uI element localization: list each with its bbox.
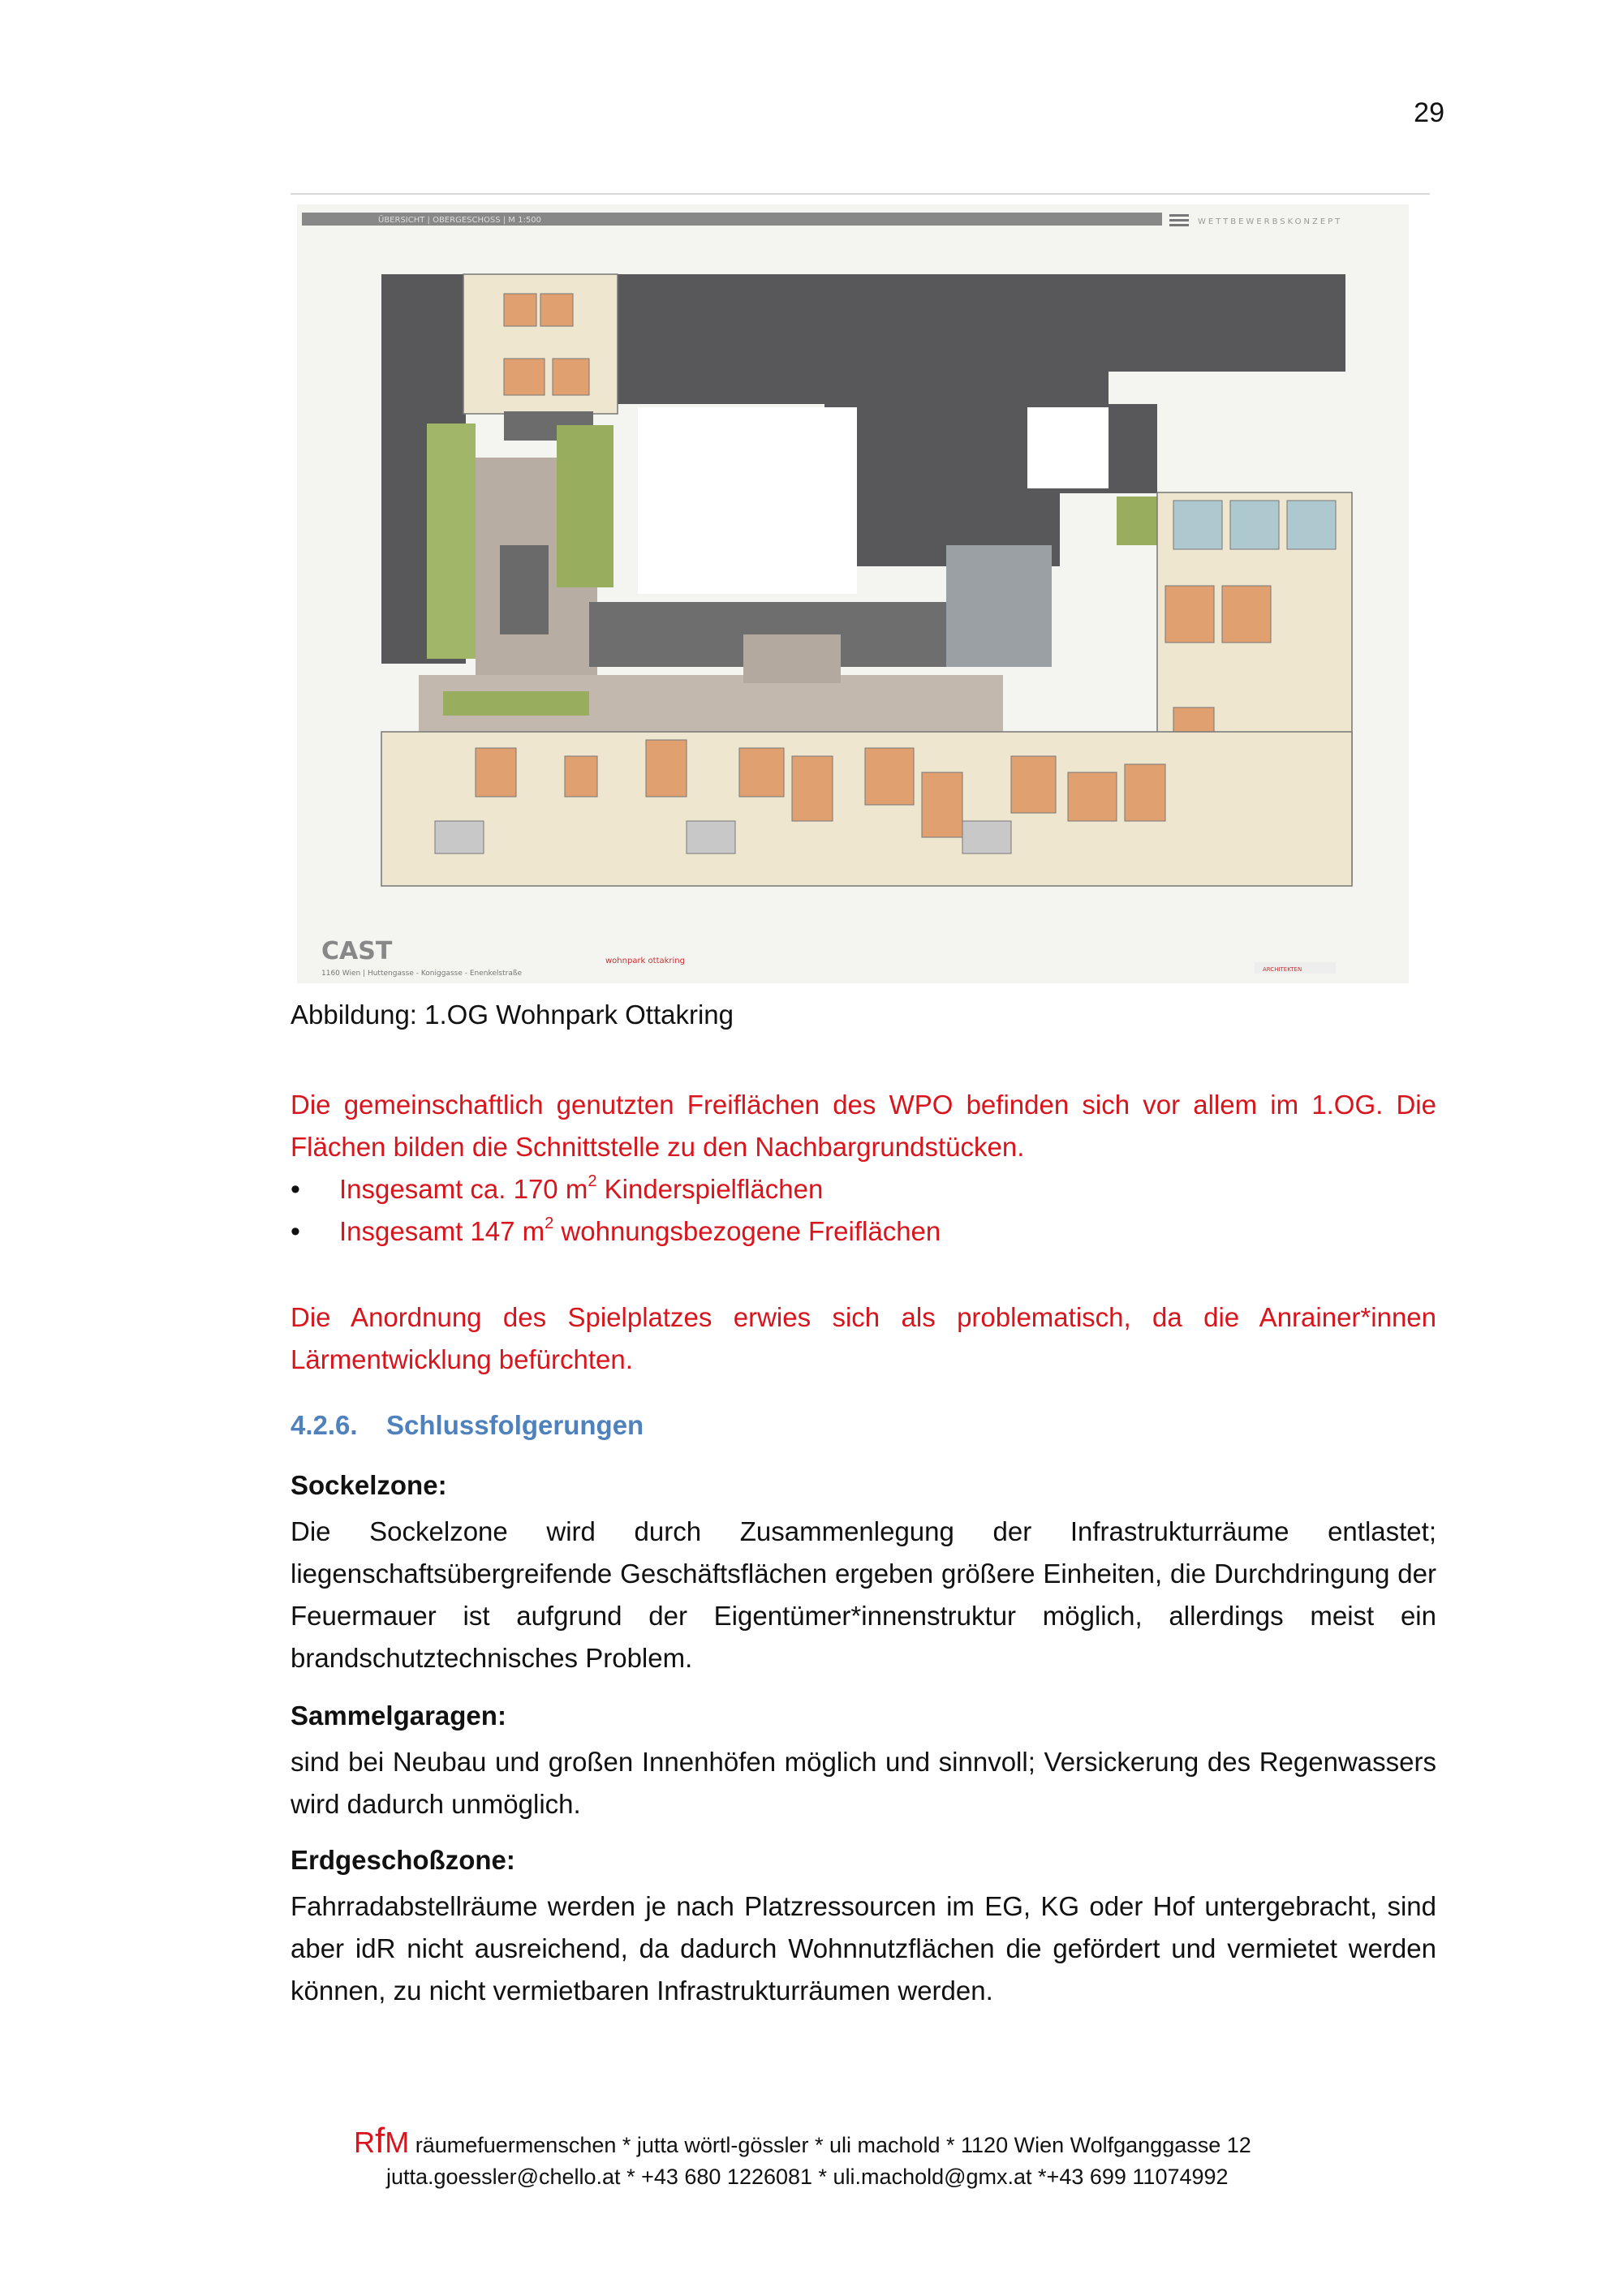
- footer-line-1: [354, 2121, 1251, 2161]
- green-area-1: [427, 424, 476, 659]
- erdgeschoss-title: Erdgeschoßzone:: [291, 1845, 515, 1875]
- section-heading: [291, 1410, 644, 1441]
- figure-logo-sub: 1160 Wien | Huttengasse - Koniggasse - Enenkelstraße: [321, 970, 523, 978]
- bullet-text: Insgesamt 147 m: [339, 1216, 545, 1246]
- bullet-text-suffix: wohnungsbezogene Freiflächen: [553, 1216, 941, 1246]
- bullet-dot: •: [291, 1216, 300, 1247]
- figure-corner-label: ARCHITEKTEN: [1263, 966, 1302, 973]
- sammelgaragen-title: Sammelgaragen:: [291, 1701, 506, 1731]
- section-number: 4.2.6.: [291, 1410, 358, 1440]
- bullet-dot: •: [291, 1174, 300, 1205]
- menu-icon: [1169, 214, 1189, 226]
- sockelzone-text: Die Sockelzone wird durch Zusammenlegung der Infrastrukturräume entlastet; liegenschaftsübergreifende Geschäftsflächen ergeben größere Einheiten, die Durchdringung der Feuermauer ist aufgrund der Eigentümer*innenstruktur möglich, allerdings meist ein brandschutztechnisches Problem.: [291, 1516, 1436, 1673]
- red-paragraph-2: Die Anordnung des Spielplatzes erwies sich als problematisch, da die Anrainer*innen Lärmentwicklung befürchten.: [291, 1302, 1436, 1374]
- footer-line-2: jutta.goessler@chello.at * +43 680 1226081 * uli.machold@gmx.at *+43 699 11074992: [386, 2165, 1229, 2189]
- footer-logo: RfM: [354, 2121, 410, 2161]
- red-paragraph-1: Die gemeinschaftlich genutzten Freiflächen des WPO befinden sich vor allem im 1.OG. Die Flächen bilden die Schnittstelle zu den Nachbargrundstücken.: [291, 1090, 1436, 1162]
- sammelgaragen-text: sind bei Neubau und großen Innenhöfen möglich und sinnvoll; Versickerung des Regenwassers wird dadurch unmöglich.: [291, 1747, 1436, 1819]
- page-number: 29: [1414, 97, 1444, 128]
- footer-address: räumefuermenschen * jutta wörtl-gössler * uli machold * 1120 Wien Wolfganggasse 12: [409, 2133, 1251, 2157]
- superscript: 2: [588, 1172, 597, 1190]
- figure-caption: Abbildung: 1.OG Wohnpark Ottakring: [291, 1000, 734, 1030]
- figure-logo: CAST: [321, 937, 393, 965]
- bullet-text: Insgesamt ca. 170 m: [339, 1174, 588, 1204]
- section-title: Schlussfolgerungen: [386, 1410, 644, 1440]
- sockelzone-title: Sockelzone:: [291, 1470, 447, 1500]
- figure-header-right: WETTBEWERBSKONZEPT: [1198, 217, 1343, 226]
- floor-plan-figure: [297, 204, 1409, 983]
- figure-project-label: wohnpark ottakring: [605, 957, 685, 965]
- bullet-text-suffix: Kinderspielflächen: [596, 1174, 824, 1204]
- erdgeschoss-text: Fahrradabstellräume werden je nach Platzressourcen im EG, KG oder Hof untergebracht, sind aber idR nicht ausreichend, da dadurch Wohnnutzflächen die gefördert und vermietet werden können, zu nicht vermietbaren Infrastrukturräumen werden.: [291, 1891, 1436, 2006]
- courtyard-block: [638, 407, 857, 594]
- superscript: 2: [545, 1215, 554, 1232]
- header-rule: [291, 193, 1430, 195]
- figure-header-left: ÜBERSICHT | OBERGESCHOSS | M 1:500: [378, 216, 541, 225]
